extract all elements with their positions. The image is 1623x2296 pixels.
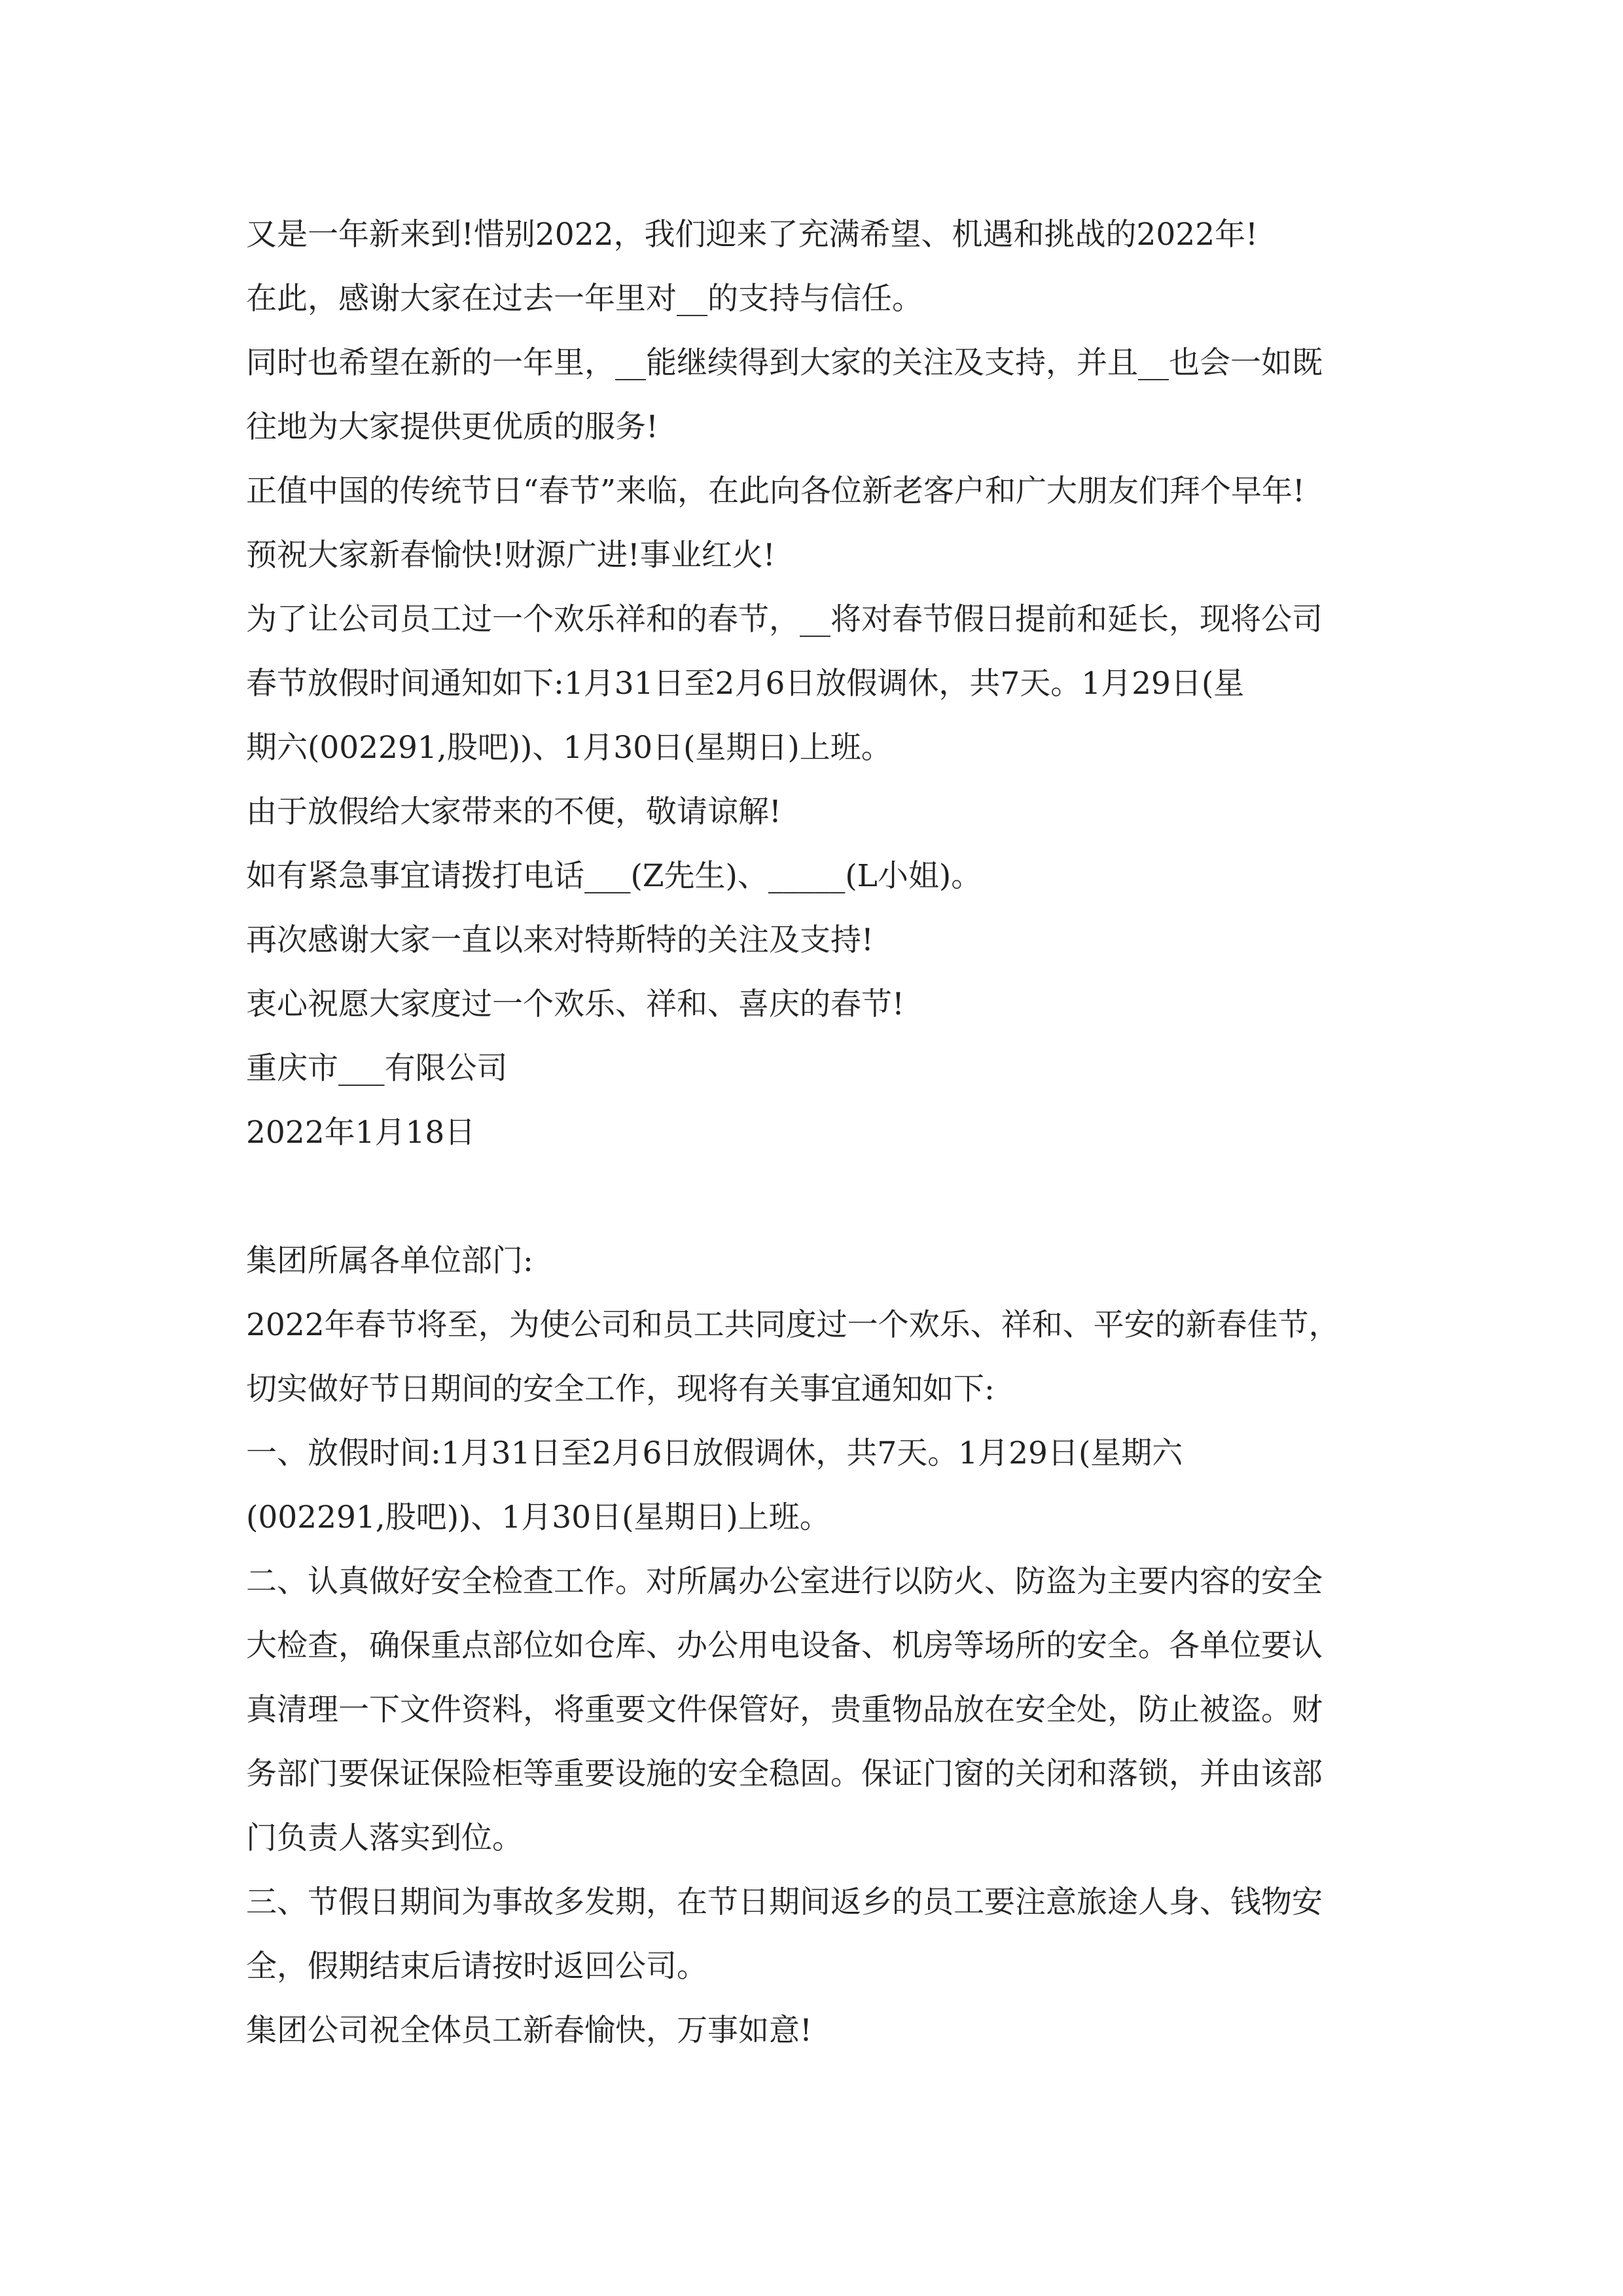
closing-greeting: 集团公司祝全体员工新春愉快，万事如意! [246, 2013, 812, 2049]
section-spacer [246, 1165, 1391, 1229]
text-line: 往地为大家提供更优质的服务! [246, 409, 658, 445]
text-line: 在此，感谢大家在过去一年里对__的支持与信任。 [246, 281, 923, 317]
text-line: 同时也希望在新的一年里，__能继续得到大家的关注及支持，并且__也会一如既 [246, 345, 1323, 381]
holiday-notice-customers [246, 203, 1391, 1165]
text-line: 由于放假给大家带来的不便，敬请谅解! [246, 794, 781, 830]
text-line: 再次感谢大家一直以来对特斯特的关注及支持! [246, 922, 874, 958]
text-line: 衷心祝愿大家度过一个欢乐、祥和、喜庆的春节! [246, 986, 904, 1022]
text-line: 真清理一下文件资料，将重要文件保管好，贵重物品放在安全处，防止被盗。财 [246, 1692, 1323, 1728]
text-line: 期六(002291,股吧))、1月30日(星期日)上班。 [246, 730, 892, 766]
text-line: 切实做好节日期间的安全工作，现将有关事宜通知如下: [246, 1371, 995, 1407]
text-line: (002291,股吧))、1月30日(星期日)上班。 [246, 1499, 830, 1535]
notice-date: 2022年1月18日 [246, 1115, 476, 1151]
salutation: 集团所属各单位部门: [246, 1243, 533, 1279]
text-line: 二、认真做好安全检查工作。对所属办公室进行以防火、防盗为主要内容的安全 [246, 1564, 1323, 1600]
text-line: 春节放假时间通知如下:1月31日至2月6日放假调休，共7天。1月29日(星 [246, 666, 1245, 702]
text-line: 2022年春节将至，为使公司和员工共同度过一个欢乐、祥和、平安的新春佳节， [246, 1307, 1340, 1343]
text-line: 预祝大家新春愉快!财源广进!事业红火! [246, 537, 776, 573]
document-body [246, 203, 1391, 2063]
text-line: 如有紧急事宜请拨打电话___(Z先生)、_____(L小姐)。 [246, 858, 982, 894]
text-line: 又是一年新来到!惜别2022，我们迎来了充满希望、机遇和挑战的2022年! [246, 217, 1258, 253]
company-signature: 重庆市___有限公司 [246, 1050, 508, 1086]
text-line: 务部门要保证保险柜等重要设施的安全稳固。保证门窗的关闭和落锁，并由该部 [246, 1756, 1323, 1792]
text-line: 全，假期结束后请按时返回公司。 [246, 1948, 707, 1984]
text-line: 大检查，确保重点部位如仓库、办公用电设备、机房等场所的安全。各单位要认 [246, 1628, 1323, 1664]
text-line: 一、放假时间:1月31日至2月6日放假调休，共7天。1月29日(星期六 [246, 1435, 1183, 1471]
holiday-notice-group [246, 1229, 1391, 2063]
text-line: 正值中国的传统节日“春节”来临，在此向各位新老客户和广大朋友们拜个早年! [246, 473, 1305, 509]
text-line: 门负责人落实到位。 [246, 1820, 523, 1856]
text-line: 三、节假日期间为事故多发期，在节日期间返乡的员工要注意旅途人身、钱物安 [246, 1884, 1323, 1920]
text-line: 为了让公司员工过一个欢乐祥和的春节，__将对春节假日提前和延长，现将公司 [246, 601, 1323, 637]
